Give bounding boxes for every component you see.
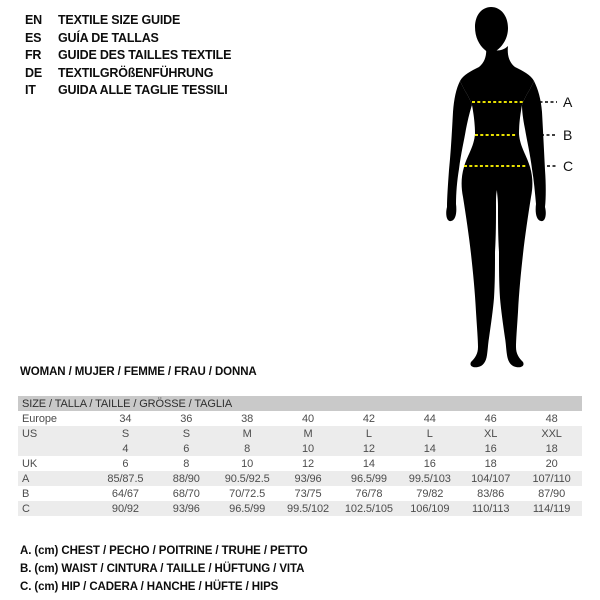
marker-label-c: C <box>563 158 574 174</box>
size-cell: 76/78 <box>355 487 383 500</box>
size-cell: 34 <box>119 412 132 425</box>
size-cell: S <box>121 427 130 440</box>
size-cell: 8 <box>183 457 190 470</box>
size-cell: 6 <box>122 457 129 470</box>
size-cell: 104/107 <box>471 472 511 485</box>
silhouette-body <box>460 46 534 367</box>
woman-silhouette <box>446 7 546 367</box>
table-row-chest <box>18 471 582 486</box>
lang-code: IT <box>25 83 36 97</box>
size-cell: XL <box>484 427 498 440</box>
lang-code: EN <box>25 13 42 27</box>
table-row-uk <box>18 456 582 471</box>
size-cell: 48 <box>545 412 558 425</box>
woman-silhouette-figure <box>430 0 600 380</box>
size-header-label: SIZE / TALLA / TAILLE / GRÖSSE / TAGLIA <box>18 396 582 411</box>
row-label <box>18 441 95 456</box>
size-cell: 16 <box>423 457 436 470</box>
size-cell: 90/92 <box>111 502 139 515</box>
size-cell: 106/109 <box>410 502 450 515</box>
size-header-row <box>18 396 582 411</box>
row-label: Europe <box>22 412 57 425</box>
size-cell: M <box>303 427 313 440</box>
row-label: US <box>22 427 38 440</box>
size-cell: 14 <box>423 442 436 455</box>
size-cell: 85/87.5 <box>107 472 144 485</box>
size-cell: 14 <box>362 457 375 470</box>
legend-hip: C. (cm) HIP / CADERA / HANCHE / HÜFTE / HIPS <box>20 581 279 593</box>
size-cell: 107/110 <box>532 472 571 485</box>
language-list <box>25 14 231 98</box>
size-cell: 6 <box>183 442 190 455</box>
table-row-europe <box>18 411 582 426</box>
size-cell: 40 <box>302 412 315 425</box>
lang-code: DE <box>25 65 42 80</box>
size-cell: 18 <box>545 442 558 455</box>
table-row-us-numbers <box>18 441 582 456</box>
size-cell: L <box>365 427 372 440</box>
gender-heading: WOMAN / MUJER / FEMME / FRAU / DONNA <box>20 366 257 378</box>
marker-label-a: A <box>563 94 573 110</box>
lang-code: FR <box>25 48 42 62</box>
table-row-waist <box>18 486 582 501</box>
size-cell: 73/75 <box>294 487 322 500</box>
lang-title: TEXTILE SIZE GUIDE <box>58 13 181 27</box>
lang-title: GUÍA DE TALLAS <box>58 30 159 45</box>
size-cell: 8 <box>244 442 251 455</box>
size-cell: 96.5/99 <box>229 502 266 515</box>
silhouette-head <box>475 7 508 52</box>
lang-title: GUIDE DES TAILLES TEXTILE <box>58 48 232 62</box>
legend-chest: A. (cm) CHEST / PECHO / POITRINE / TRUHE / PETTO <box>20 545 308 557</box>
size-cell: 70/72.5 <box>229 487 266 500</box>
size-cell: 64/67 <box>111 487 139 500</box>
size-cell: 87/90 <box>538 487 566 500</box>
row-label: UK <box>22 457 38 470</box>
lang-title: TEXTILGRÖßENFÜHRUNG <box>58 65 214 80</box>
size-cell: 10 <box>302 442 315 455</box>
size-cell: S <box>182 427 190 440</box>
legend-waist: B. (cm) WAIST / CINTURA / TAILLE / HÜFTUNG / VITA <box>20 563 305 575</box>
size-cell: L <box>426 427 433 440</box>
row-label: A <box>22 472 30 485</box>
size-cell: 79/82 <box>416 487 444 500</box>
size-cell: 93/96 <box>172 502 200 515</box>
size-cell: 68/70 <box>172 487 200 500</box>
size-cell: 46 <box>484 412 497 425</box>
size-cell: 93/96 <box>294 472 322 485</box>
size-cell: M <box>242 427 252 440</box>
size-cell: 90.5/92.5 <box>224 472 270 485</box>
size-cell: 114/119 <box>532 502 571 515</box>
row-label: C <box>22 502 30 515</box>
size-cell: 42 <box>362 412 375 425</box>
row-label: B <box>22 487 30 500</box>
size-cell: 4 <box>122 442 129 455</box>
size-cell: XXL <box>541 427 562 440</box>
size-cell: 38 <box>241 412 254 425</box>
lang-code: ES <box>25 30 42 45</box>
size-cell: 99.5/103 <box>408 472 451 485</box>
size-cell: 96.5/99 <box>350 472 387 485</box>
size-cell: 16 <box>484 442 497 455</box>
size-cell: 12 <box>302 457 315 470</box>
size-table <box>18 396 582 516</box>
marker-label-b: B <box>563 127 573 143</box>
size-cell: 18 <box>484 457 497 470</box>
size-cell: 110/113 <box>471 502 510 515</box>
size-cell: 88/90 <box>172 472 200 485</box>
lang-title: GUIDA ALLE TAGLIE TESSILI <box>58 83 228 97</box>
table-row-us-letters <box>18 426 582 441</box>
size-cell: 44 <box>423 412 436 425</box>
size-cell: 36 <box>180 412 193 425</box>
size-cell: 12 <box>362 442 375 455</box>
size-table-container <box>18 396 582 516</box>
size-cell: 99.5/102 <box>287 502 330 515</box>
measurement-legend <box>20 542 308 596</box>
size-cell: 10 <box>241 457 254 470</box>
size-cell: 20 <box>545 457 558 470</box>
table-row-hip <box>18 501 582 516</box>
size-cell: 102.5/105 <box>344 502 393 515</box>
size-cell: 83/86 <box>477 487 505 500</box>
